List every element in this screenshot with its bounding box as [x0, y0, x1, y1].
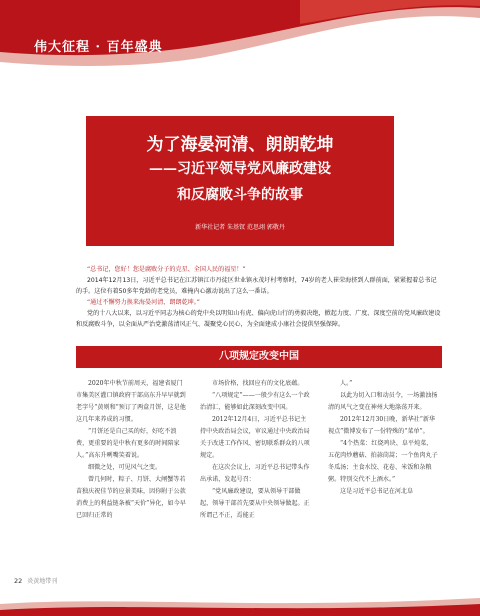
body-column-3: [328, 378, 438, 498]
headline-title: 为了海晏河清、朗朗乾坤: [146, 135, 334, 155]
intro-paragraph-1: 2014年12月13日，习近平总书记在江苏镇江市丹徒区世业镇永茂圩村考察时，74岁的老人崔荣海挤到人群前面，紧紧握着总书记的手。这位有着50多年党龄的老党员，难掩内心激动说出了这么一番话。: [76, 277, 437, 295]
body-column-2: [200, 378, 310, 522]
body-paragraph: 曾几何时，粽子、月饼、大闸蟹等若苗独庆祝佳节的应景美味，因你附于公款消费上的利益链条被“天价”异化，如今早已回归正常的: [76, 476, 186, 519]
intro-block: [76, 264, 442, 330]
body-paragraph: 在这次会议上，习近平总书记带头作出承诺，发起号召：: [200, 464, 310, 483]
body-paragraph: 这是习近平总书记在河北阜: [340, 488, 414, 495]
byline: 新华社记者 朱基钗 范思翊 郭敬丹: [195, 224, 285, 231]
body-paragraph: “4个热菜：红烧鸡块、阜平炖菜、五花肉炒蘑菇、拍蒜茼蒿；一个鱼肉丸子冬瓜汤；主食水饺、花卷、米饭和杂粮粥。特别交代不上酒水。”: [328, 440, 438, 483]
intro-quote-1: “总书记，您好！您是腐败分子的克星、全国人民的福星！”: [87, 266, 246, 273]
section-title: 伟大征程 · 百年盛典: [34, 40, 163, 55]
headline-subtitle-2: 和反腐败斗争的故事: [177, 187, 303, 203]
body-paragraph: 以此为切入口和动员令，一场激浊扬清的风气之变在神州大地涤荡开来。: [328, 392, 438, 411]
body-paragraph: 2012年12月4日，习近平总书记主持中央政治局会议，审议通过中央政治局关于改进工作作风、密切联系群众的八项规定。: [200, 416, 310, 459]
body-column-1: [76, 378, 186, 522]
body-paragraph: 细微之处，可见风气之变。: [88, 464, 162, 471]
page-number: 22: [14, 577, 23, 585]
body-paragraph: 市场价格，找回应有的文化底蕴。: [212, 380, 304, 387]
body-paragraph: “八项规定”——一般少有这么一个政治清汇，能够如此深刻改变中国。: [200, 392, 310, 411]
section-heading: 八项规定改变中国: [76, 346, 442, 368]
body-paragraph: 人。”: [340, 380, 353, 387]
header-banner: [0, 0, 480, 70]
intro-quote-2: “通过不懈努力换来海晏河清、朗朗乾坤。”: [87, 299, 200, 306]
headline-subtitle-1: ——习近平领导党风廉政建设: [149, 161, 331, 177]
body-paragraph: “党风廉政建设，要从领导干部做起，领导干部首先要从中央领导做起。正所谓己不正，焉能正: [200, 488, 310, 519]
intro-paragraph-2: 党的十八大以来，以习近平同志为核心的党中央以明知山有虎、偏向虎山行的勇毅决绝，掀起力度、广度、深度空前的党风廉政建设和反腐败斗争，以全面从严治党激荡清风正气、凝聚党心民心，为全面建成小康社会提供坚强保障。: [76, 310, 441, 328]
banner-background: [0, 0, 480, 70]
headline-box: [86, 116, 394, 246]
magazine-name: 炎黄地带刊: [27, 578, 58, 585]
body-paragraph: 2012年12月30日晚，新华社“新华视点”微博发布了一份特殊的“菜单”。: [328, 416, 436, 435]
body-paragraph: 2020年中秋节前周天，福建省厦门市集美区灌口镇政府干部高东升早早就到老字号“黄则和”预订了两盒月饼，这是他这几年来养成的习惯。: [76, 380, 186, 423]
body-paragraph: “月饼还是自己买的好，好吃不浪费，更重要的是中秋有更多的时间陪家人。”高东升咧嘴笑着说。: [76, 428, 180, 459]
footer-wave: [0, 594, 480, 616]
page-footer: [14, 576, 57, 585]
